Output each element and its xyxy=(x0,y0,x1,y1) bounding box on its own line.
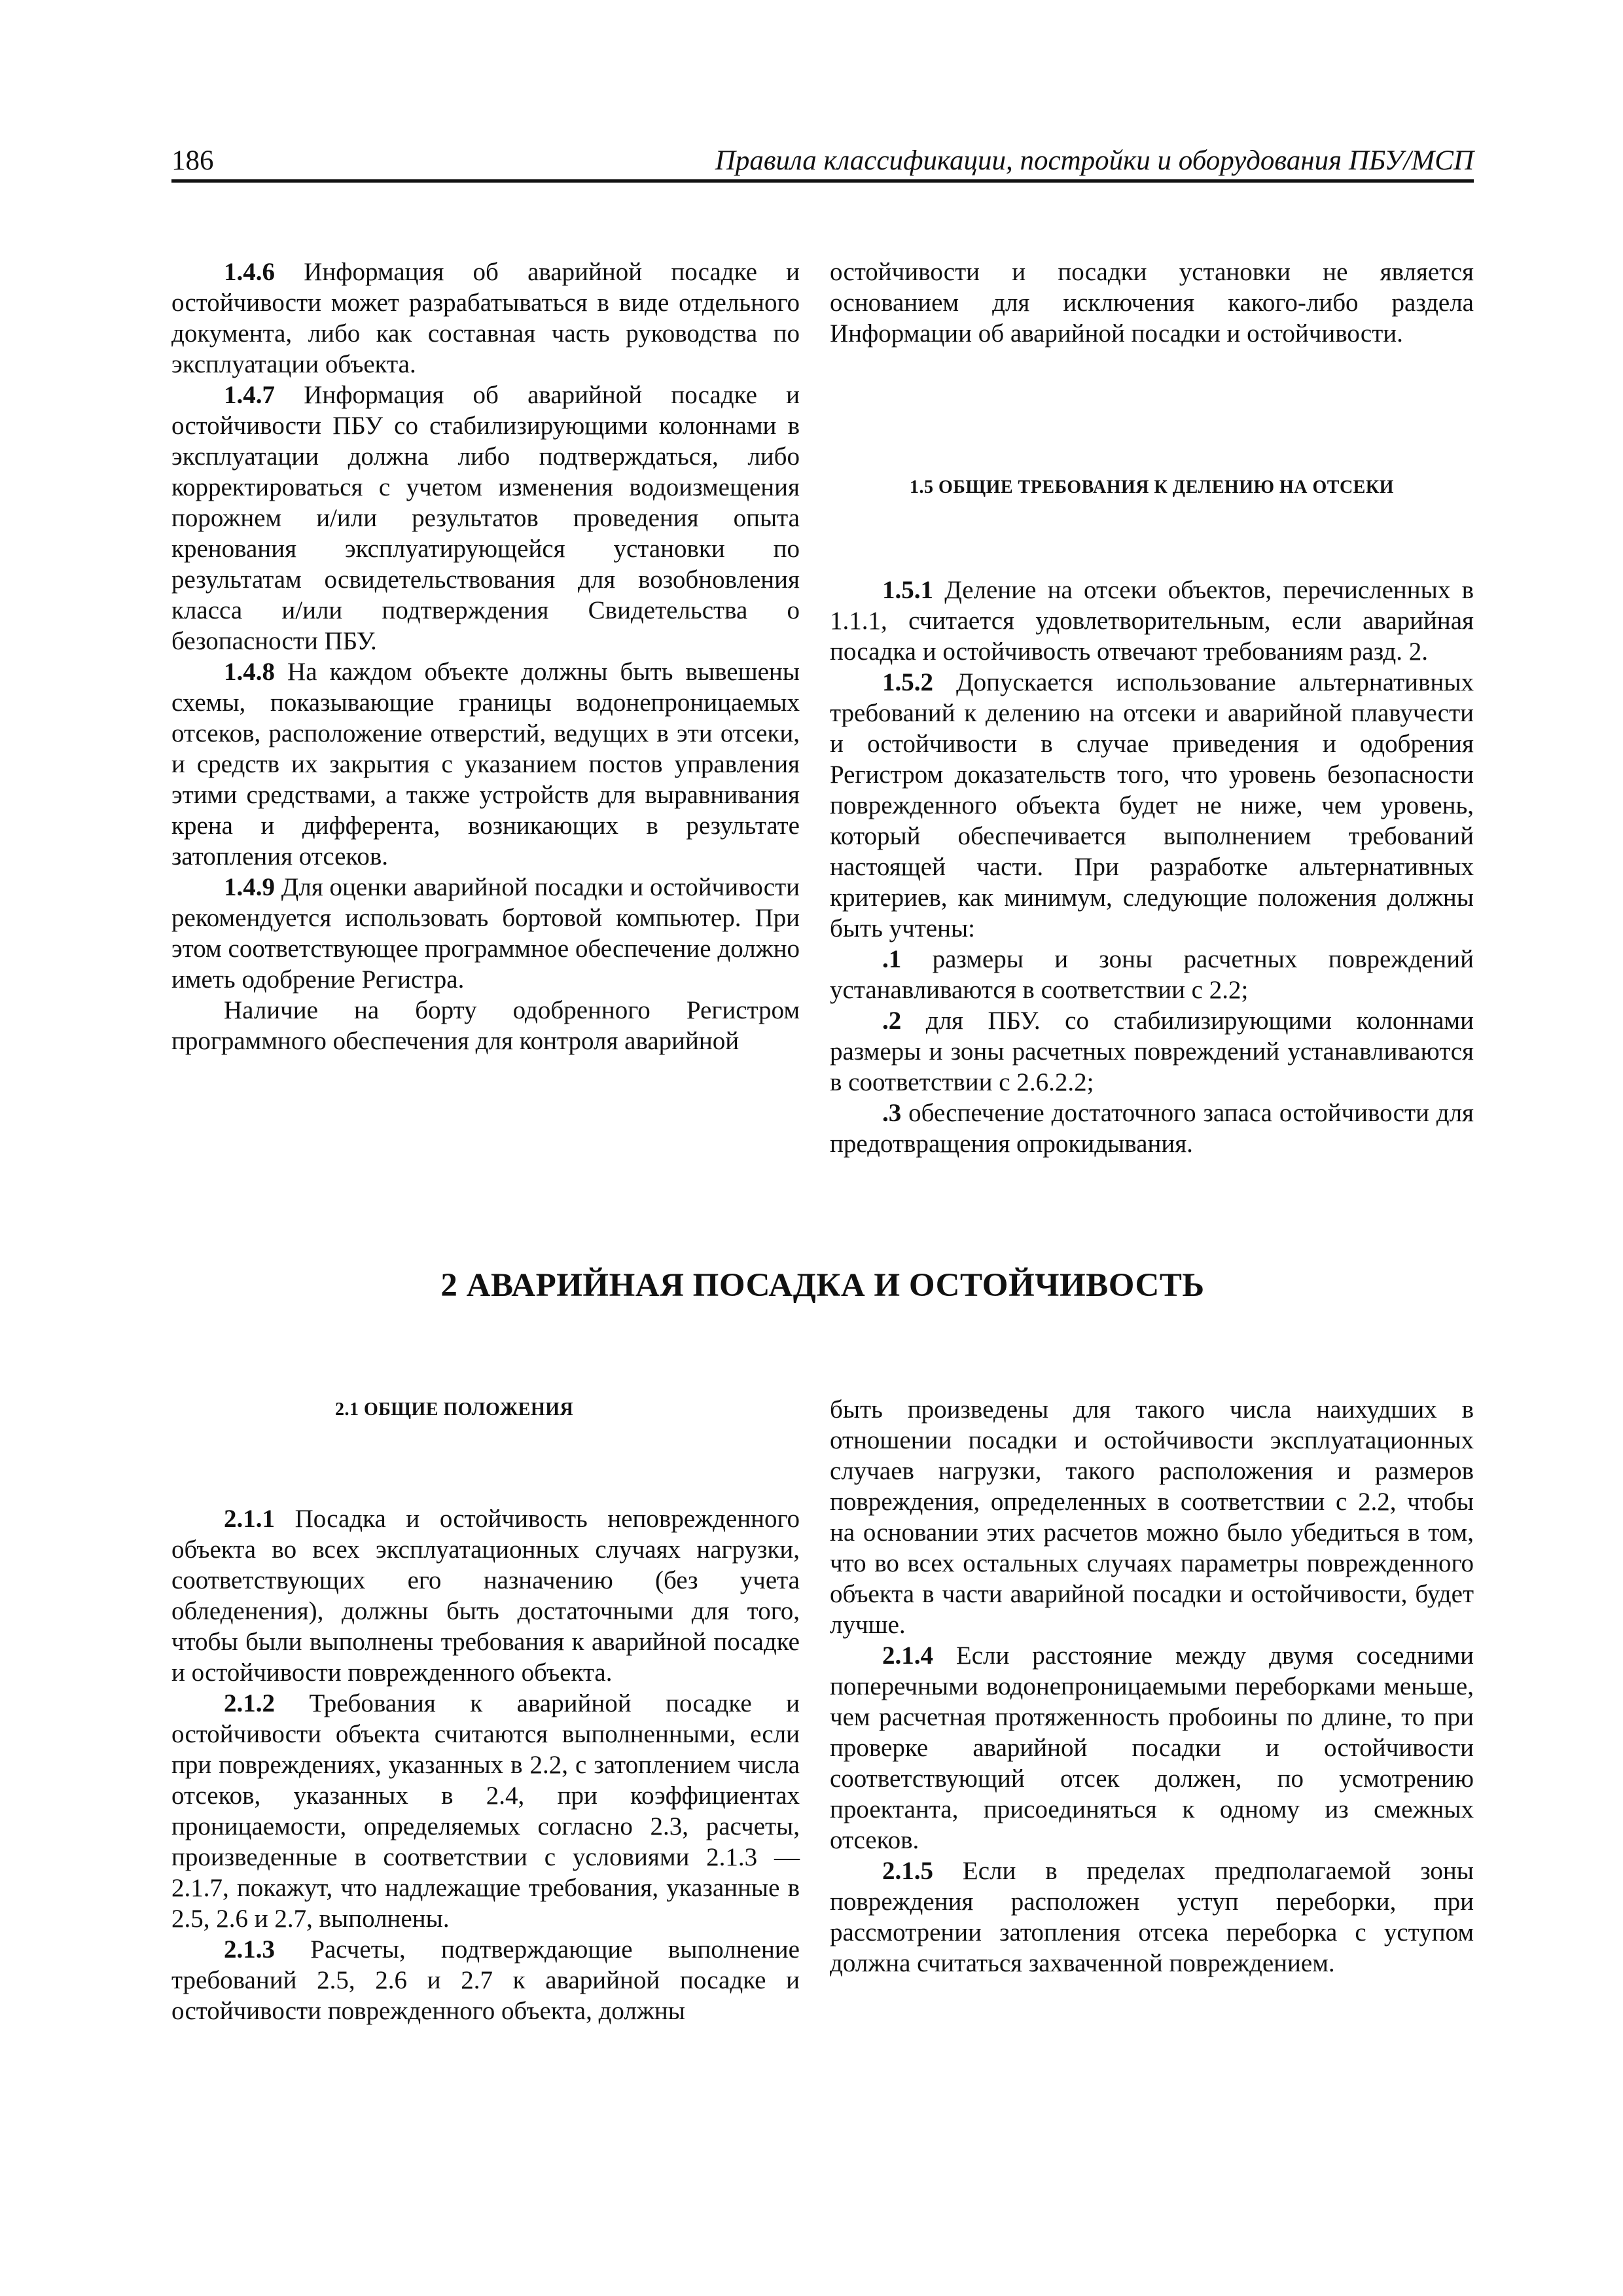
clause-number: 1.4.8 xyxy=(224,658,275,686)
item-number: .2 xyxy=(882,1007,902,1035)
clause-number: 2.1.5 xyxy=(882,1857,933,1885)
column-right-bottom xyxy=(830,1394,1474,1979)
running-title: Правила классификации, постройки и оборудования ПБУ/МСП xyxy=(715,145,1474,176)
list-item-3: .3 обеспечение достаточного запаса остойчивости для предотвращения опрокидывания. xyxy=(830,1099,1474,1158)
section-heading-1-5: 1.5 ОБЩИЕ ТРЕБОВАНИЯ К ДЕЛЕНИЮ НА ОТСЕКИ xyxy=(910,477,1394,497)
column-left-bottom xyxy=(171,1394,800,2026)
item-number: .3 xyxy=(882,1099,902,1127)
paragraph-1-5-1: 1.5.1 Деление на отсеки объектов, перечисленных в 1.1.1, считается удовлетворительным, если аварийная посадка и остойчивость отвечают требованиям разд. 2. xyxy=(830,576,1474,666)
paragraph-1-4-9: 1.4.9 Для оценки аварийной посадки и остойчивости рекомендуется использовать бортовой компьютер. При этом соответствующее программное обеспечение должно иметь одобрение Регистра. xyxy=(171,873,800,994)
clause-number: 2.1.4 xyxy=(882,1641,933,1670)
paragraph-continuation: быть произведены для такого числа наихудших в отношении посадки и остойчивости эксплуатационных случаев нагрузки, такого расположения и размеров повреждения, определенных в соответствии с 2.2, чтобы на основании этих расчетов можно было убедиться в том, что во всех остальных случаях параметры поврежденного объекта в части аварийной посадки и остойчивости, будет лучше. xyxy=(830,1395,1474,1639)
paragraph-2-1-4: 2.1.4 Если расстояние между двумя соседними поперечными водонепроницаемыми переборками меньше, чем расчетная протяженность пробоины по длине, то при проверке аварийной посадки и остойчивости соответствующий отсек должен, по усмотрению проектанта, присоединяться к одному из смежных отсеков. xyxy=(830,1641,1474,1854)
list-item-2: .2 для ПБУ. со стабилизирующими колоннами размеры и зоны расчетных повреждений устанавливаются в соответствии с 2.6.2.2; xyxy=(830,1007,1474,1096)
paragraph-1-4-7: 1.4.7 Информация об аварийной посадке и остойчивости ПБУ со стабилизирующими колоннами в эксплуатации должна либо подтверждаться, либо корректироваться с учетом изменения водоизмещения порожнем и/или результатов проведения опыта кренования эксплуатирующейся установки по результатам освидетельствования для возобновления класса и/или подтверждения Свидетельства о безопасности ПБУ. xyxy=(171,381,800,655)
paragraph-2-1-3: 2.1.3 Расчеты, подтверждающие выполнение требований 2.5, 2.6 и 2.7 к аварийной посадке и остойчивости поврежденного объекта, должны xyxy=(171,1935,800,2025)
section-heading-2-1: 2.1 ОБЩИЕ ПОЛОЖЕНИЯ xyxy=(335,1399,574,1420)
list-item-1: .1 размеры и зоны расчетных повреждений устанавливаются в соответствии с 2.2; xyxy=(830,945,1474,1004)
chapter-title: 2 АВАРИЙНАЯ ПОСАДКА И ОСТОЙЧИВОСТЬ xyxy=(440,1267,1205,1304)
paragraph-2-1-1: 2.1.1 Посадка и остойчивость неповрежденного объекта во всех эксплуатационных случаях нагрузки, соответствующих его назначению (без учета обледенения), должны быть достаточными для того, чтобы были выполнены требования к аварийной посадке и остойчивости поврежденного объекта. xyxy=(171,1505,800,1687)
column-left-top xyxy=(171,257,800,1056)
clause-number: 2.1.1 xyxy=(224,1505,275,1533)
clause-number: 2.1.3 xyxy=(224,1935,275,1964)
paragraph-presence: Наличие на борту одобренного Регистром программного обеспечения для контроля аварийной xyxy=(171,996,800,1055)
page-header xyxy=(171,143,1474,183)
item-number: .1 xyxy=(882,945,902,973)
clause-number: 1.4.9 xyxy=(224,873,275,901)
paragraph-2-1-5: 2.1.5 Если в пределах предполагаемой зоны повреждения расположен уступ переборки, при рассмотрении затопления отсека переборка с уступом должна считаться захваченной повреждением. xyxy=(830,1857,1474,1977)
clause-number: 1.4.6 xyxy=(224,258,275,286)
paragraph-1-4-8: 1.4.8 На каждом объекте должны быть вывешены схемы, показывающие границы водонепроницаемых отсеков, расположение отверстий, ведущих в эти отсеки, и средств их закрытия с указанием постов управления этими средствами, а также устройств для выравнивания крена и дифферента, возникающих в результате затопления отсеков. xyxy=(171,658,800,870)
clause-number: 1.4.7 xyxy=(224,381,275,409)
paragraph-1-5-2: 1.5.2 Допускается использование альтернативных требований к делению на отсеки и аварийной плавучести и остойчивости в случае приведения и одобрения Регистром доказательств того, что уровень безопасности поврежденного объекта будет не ниже, чем уровень, который обеспечивается выполнением требований настоящей части. При разработке альтернативных критериев, как минимум, следующие положения должны быть учтены: xyxy=(830,668,1474,942)
page-number: 186 xyxy=(171,145,214,176)
clause-number: 1.5.1 xyxy=(882,576,933,604)
clause-number: 2.1.2 xyxy=(224,1689,275,1717)
column-right-top xyxy=(830,257,1474,1159)
paragraph-2-1-2: 2.1.2 Требования к аварийной посадке и остойчивости объекта считаются выполненными, если при повреждениях, указанных в 2.2, с затоплением числа отсеков, указанных в 2.4, при коэффициентах проницаемости, определяемых согласно 2.3, расчеты, произведенные в соответствии с условиями 2.1.3 — 2.1.7, покажут, что надлежащие требования, указанные в 2.5, 2.6 и 2.7, выполнены. xyxy=(171,1689,800,1933)
clause-number: 1.5.2 xyxy=(882,668,933,696)
paragraph-1-4-6: 1.4.6 Информация об аварийной посадке и остойчивости может разрабатываться в виде отдельного документа, либо как составная часть руководства по эксплуатации объекта. xyxy=(171,258,800,378)
paragraph-continuation: остойчивости и посадки установки не является основанием для исключения какого-либо раздела Информации об аварийной посадки и остойчивости. xyxy=(830,258,1474,348)
